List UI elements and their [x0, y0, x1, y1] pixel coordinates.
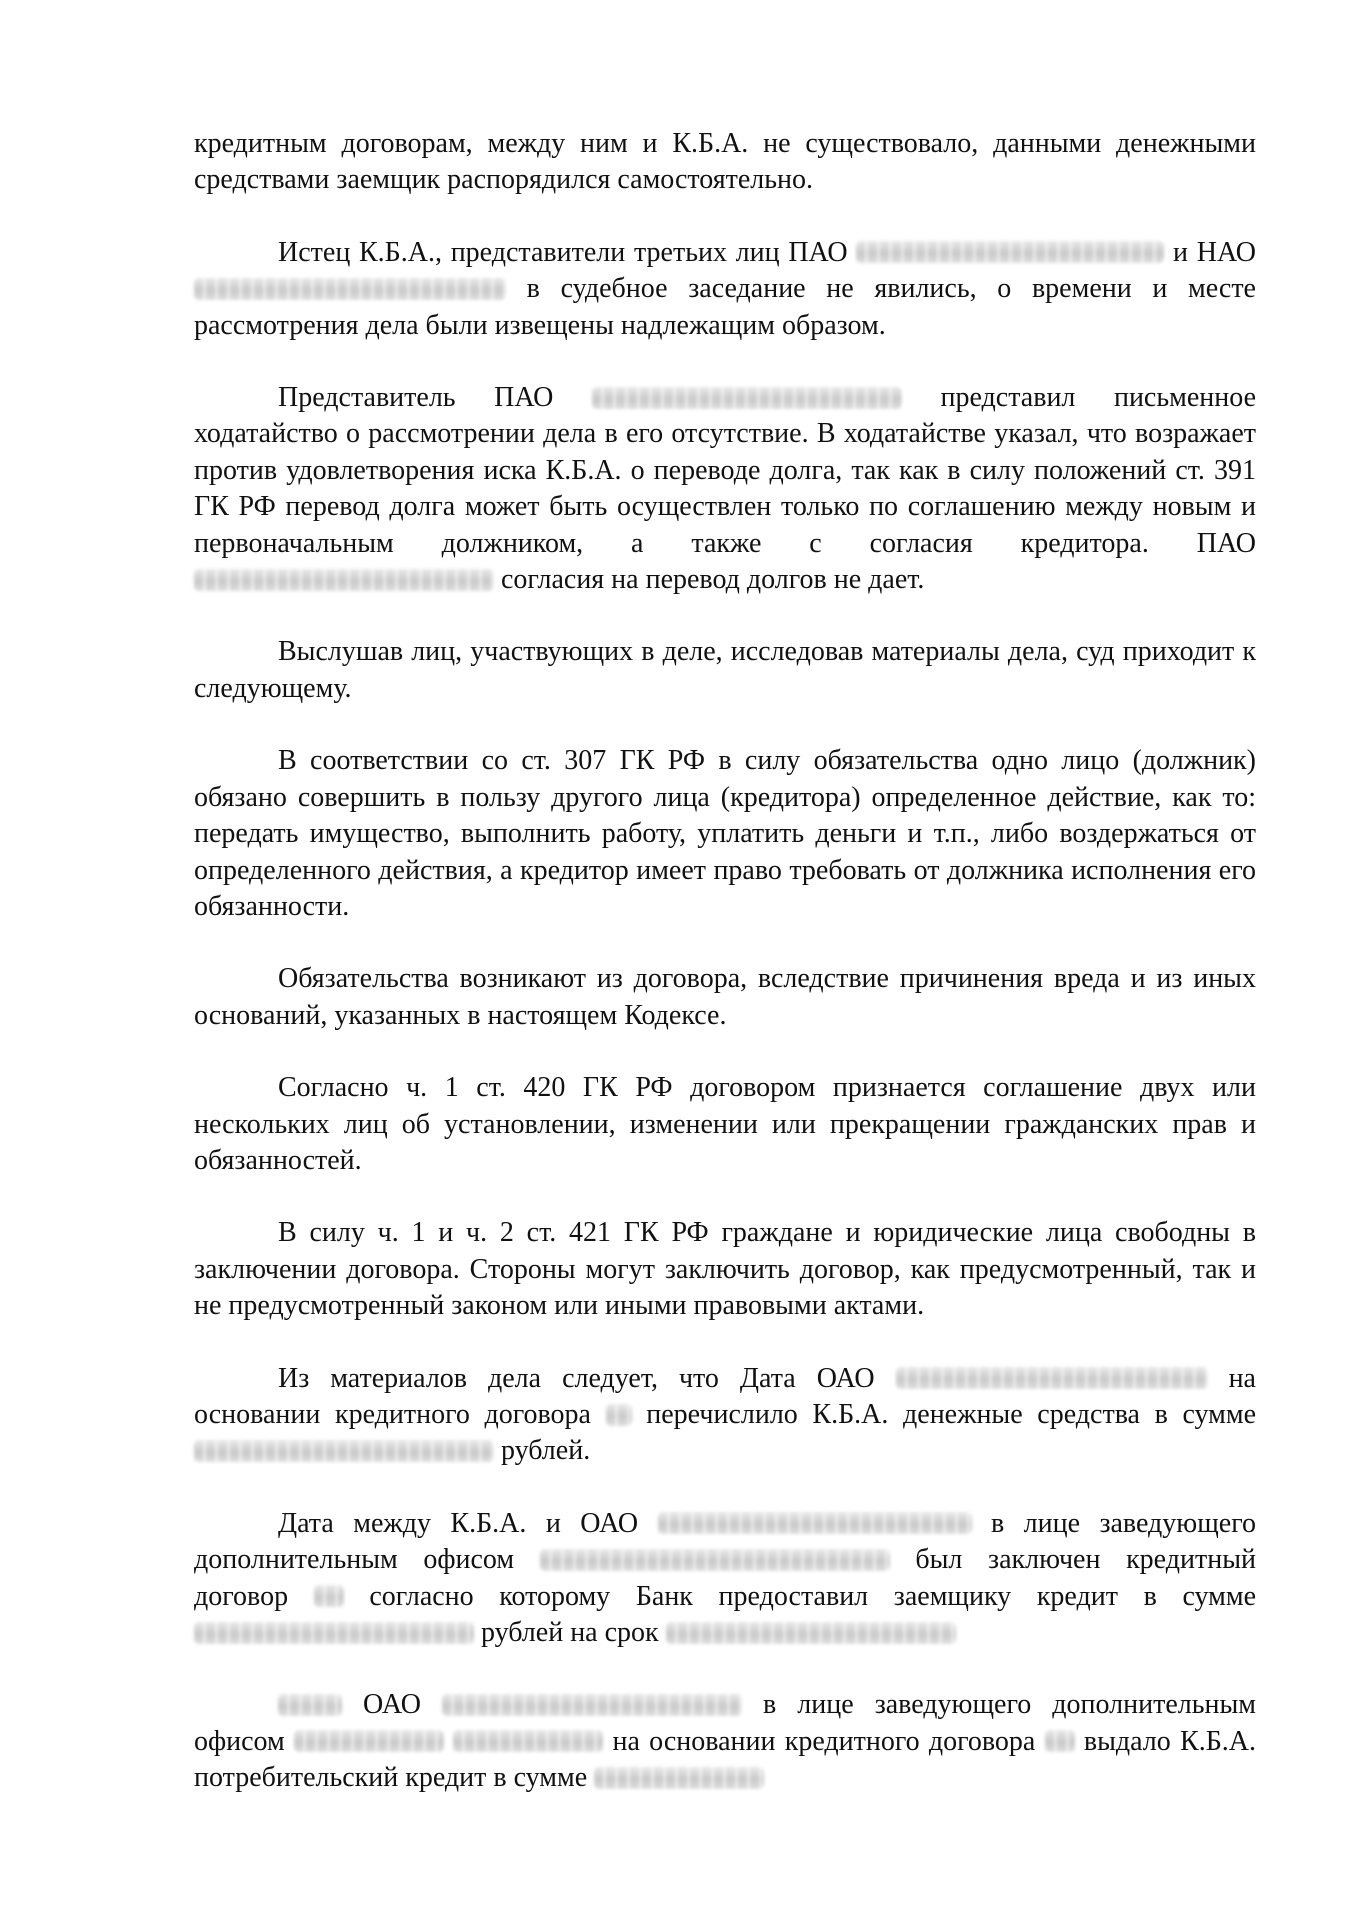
paragraph	[194, 1070, 1256, 1179]
redacted-text-block	[856, 241, 1164, 263]
paragraph-text: Представитель ПАО	[278, 382, 592, 414]
document-body	[194, 126, 1256, 1833]
redacted-text-block	[314, 1585, 344, 1607]
redacted-text-block	[594, 1767, 764, 1789]
paragraph-text: ОАО	[342, 1689, 442, 1721]
paragraph	[194, 380, 1256, 598]
redacted-text-block	[194, 569, 494, 591]
redacted-text-block	[194, 278, 506, 300]
redacted-text-block	[194, 1440, 494, 1462]
paragraph-text: на основании кредитного договора	[194, 1362, 1256, 1430]
paragraph	[194, 235, 1256, 344]
paragraph	[194, 961, 1256, 1034]
paragraph-text: перечислило К.Б.А. денежные средства в сумме	[631, 1398, 1256, 1430]
redacted-text-block	[658, 1512, 972, 1534]
redacted-text-block	[194, 1622, 474, 1644]
paragraph-text: на основании кредитного договора	[603, 1725, 1045, 1757]
paragraph-text: Дата между К.Б.А. и ОАО	[278, 1507, 658, 1539]
redacted-text-block	[453, 1730, 603, 1752]
paragraph-text: в лице заведующего дополнительным офисом	[194, 1507, 1256, 1576]
paragraph-text: и НАО	[1164, 236, 1256, 268]
redacted-text-block	[540, 1549, 890, 1571]
paragraph-text: представил письменное ходатайство о рассмотрении дела в его отсутствие. В ходатайстве указал, что возражает против удовлетворения иска К.Б.А. о переводе долга, так как в силу положений ст. 391 ГК РФ перевод долга может быть осуществлен только по соглашению между новым и первоначальным должником, а также с согласия кредитора. ПАО	[194, 382, 1257, 559]
paragraph-text	[444, 1726, 453, 1757]
paragraph	[194, 1506, 1256, 1652]
redacted-text-block	[294, 1730, 444, 1752]
redacted-text-block	[606, 1404, 632, 1426]
paragraph-text: согласно которому Банк предоставил заемщику кредит в сумме	[343, 1580, 1257, 1612]
paragraph-text: В силу ч. 1 и ч. 2 ст. 421 ГК РФ граждане и юридические лица свободны в заключении договора. Стороны могут заключить договор, как предусмотренный, так и не предусмотренный законом или иными правовыми актами.	[194, 1217, 1256, 1322]
redacted-text-block	[592, 387, 902, 409]
paragraph-text: согласия на перевод долгов не дает.	[494, 564, 925, 596]
paragraph	[194, 1215, 1256, 1324]
paragraph-text: рублей.	[494, 1435, 591, 1467]
redacted-text-block	[896, 1367, 1208, 1389]
paragraph	[194, 634, 1256, 707]
paragraph-text: В соответствии со ст. 307 ГК РФ в силу обязательства одно лицо (должник) обязано совершить в пользу другого лица (кредитора) определенное действие, как то: передать имущество, выполнить работу, уплатить деньги и т.п., либо воздержаться от определенного действия, а кредитор имеет право требовать от должника исполнения его обязанности.	[194, 745, 1256, 922]
paragraph-text: выдало К.Б.А. потребительский кредит в сумме	[194, 1725, 1256, 1794]
redacted-text-block	[278, 1694, 342, 1716]
paragraph-text: Согласно ч. 1 ст. 420 ГК РФ договором признается соглашение двух или нескольких лиц об установлении, изменении или прекращении гражданских прав и обязанностей.	[194, 1072, 1256, 1176]
redacted-text-block	[1045, 1730, 1075, 1752]
paragraph	[194, 126, 1256, 199]
paragraph	[194, 1361, 1256, 1470]
paragraph	[194, 743, 1256, 925]
paragraph-text: Из материалов дела следует, что Дата ОАО	[278, 1362, 896, 1394]
paragraph-text: Обязательства возникают из договора, вследствие причинения вреда и из иных оснований, указанных в настоящем Кодексе.	[194, 963, 1256, 1031]
paragraph-text: Выслушав лиц, участвующих в деле, исследовав материалы дела, суд приходит к следующему.	[194, 636, 1256, 704]
paragraph-text: кредитным договорам, между ним и К.Б.А. не существовало, данными денежными средствами заемщик распорядился самостоятельно.	[194, 128, 1256, 196]
paragraph	[194, 1687, 1256, 1796]
paragraph-text: рублей на срок	[474, 1617, 666, 1648]
paragraph-text: в лице заведующего дополнительным офисом	[194, 1689, 1257, 1757]
paragraph-text: в судебное заседание не явились, о времени и месте рассмотрения дела были извещены надлежащим образом.	[194, 273, 1256, 341]
redacted-text-block	[666, 1622, 956, 1644]
paragraph-text: Истец К.Б.А., представители третьих лиц ПАО	[278, 236, 857, 268]
paragraph-text: был заключен кредитный договор	[194, 1544, 1256, 1612]
redacted-text-block	[442, 1694, 742, 1716]
